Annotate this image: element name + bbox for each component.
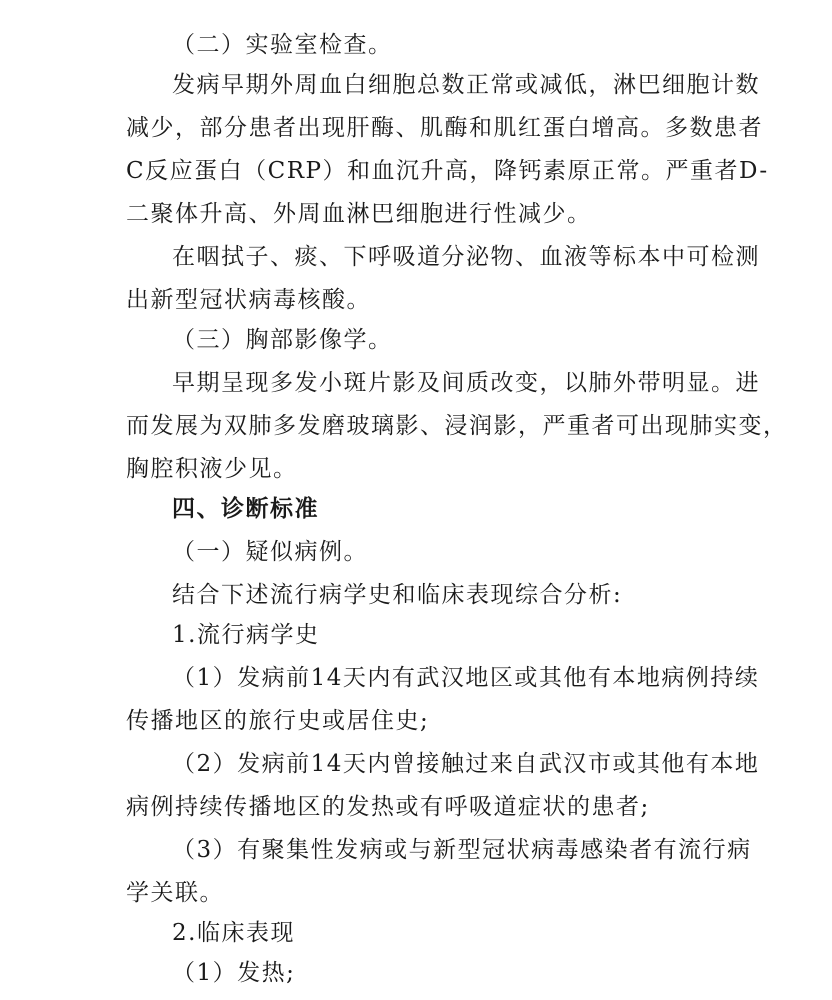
lab-paragraph-2-line-2: 出新型冠状病毒核酸。 [126,287,371,313]
analysis-intro: 结合下述流行病学史和临床表现综合分析: [172,582,623,608]
epi-item-2-line-2: 病例持续传播地区的发热或有呼吸道症状的患者; [126,794,650,820]
lab-test-heading: （二）实验室检查。 [172,32,393,58]
lab-paragraph-1-line-2: 减少，部分患者出现肝酶、肌酶和肌红蛋白增高。多数患者 [126,115,763,141]
lab-paragraph-1-line-1: 发病早期外周血白细胞总数正常或减低，淋巴细胞计数 [172,72,760,98]
clinical-title: 2.临床表现 [172,920,295,946]
epi-item-3-line-1: （3）有聚集性发病或与新型冠状病毒感染者有流行病 [172,837,752,863]
suspected-case-heading: （一）疑似病例。 [172,539,368,565]
epi-item-2-line-1: （2）发病前14天内曾接触过来自武汉市或其他有本地 [172,751,760,777]
imaging-paragraph-line-2: 而发展为双肺多发磨玻璃影、浸润影，严重者可出现肺实变， [126,413,788,439]
epi-item-3-line-2: 学关联。 [126,880,224,906]
clinical-item-1: （1）发热; [172,960,296,986]
imaging-paragraph-line-3: 胸腔积液少见。 [126,456,298,482]
epi-item-1-line-1: （1）发病前14天内有武汉地区或其他有本地病例持续 [172,665,760,691]
lab-paragraph-2-line-1: 在咽拭子、痰、下呼吸道分泌物、血液等标本中可检测 [172,244,760,270]
lab-paragraph-1-line-4: 二聚体升高、外周血淋巴细胞进行性减少。 [126,201,592,227]
imaging-heading: （三）胸部影像学。 [172,327,393,353]
epidemiology-title: 1.流行病学史 [172,622,320,648]
imaging-paragraph-line-1: 早期呈现多发小斑片影及间质改变，以肺外带明显。进 [172,370,760,396]
epi-item-1-line-2: 传播地区的旅行史或居住史; [126,708,430,734]
lab-paragraph-1-line-3: C反应蛋白（CRP）和血沉升高，降钙素原正常。严重者D- [126,158,769,184]
section-title-diagnostic-criteria: 四、诊断标准 [172,496,319,522]
